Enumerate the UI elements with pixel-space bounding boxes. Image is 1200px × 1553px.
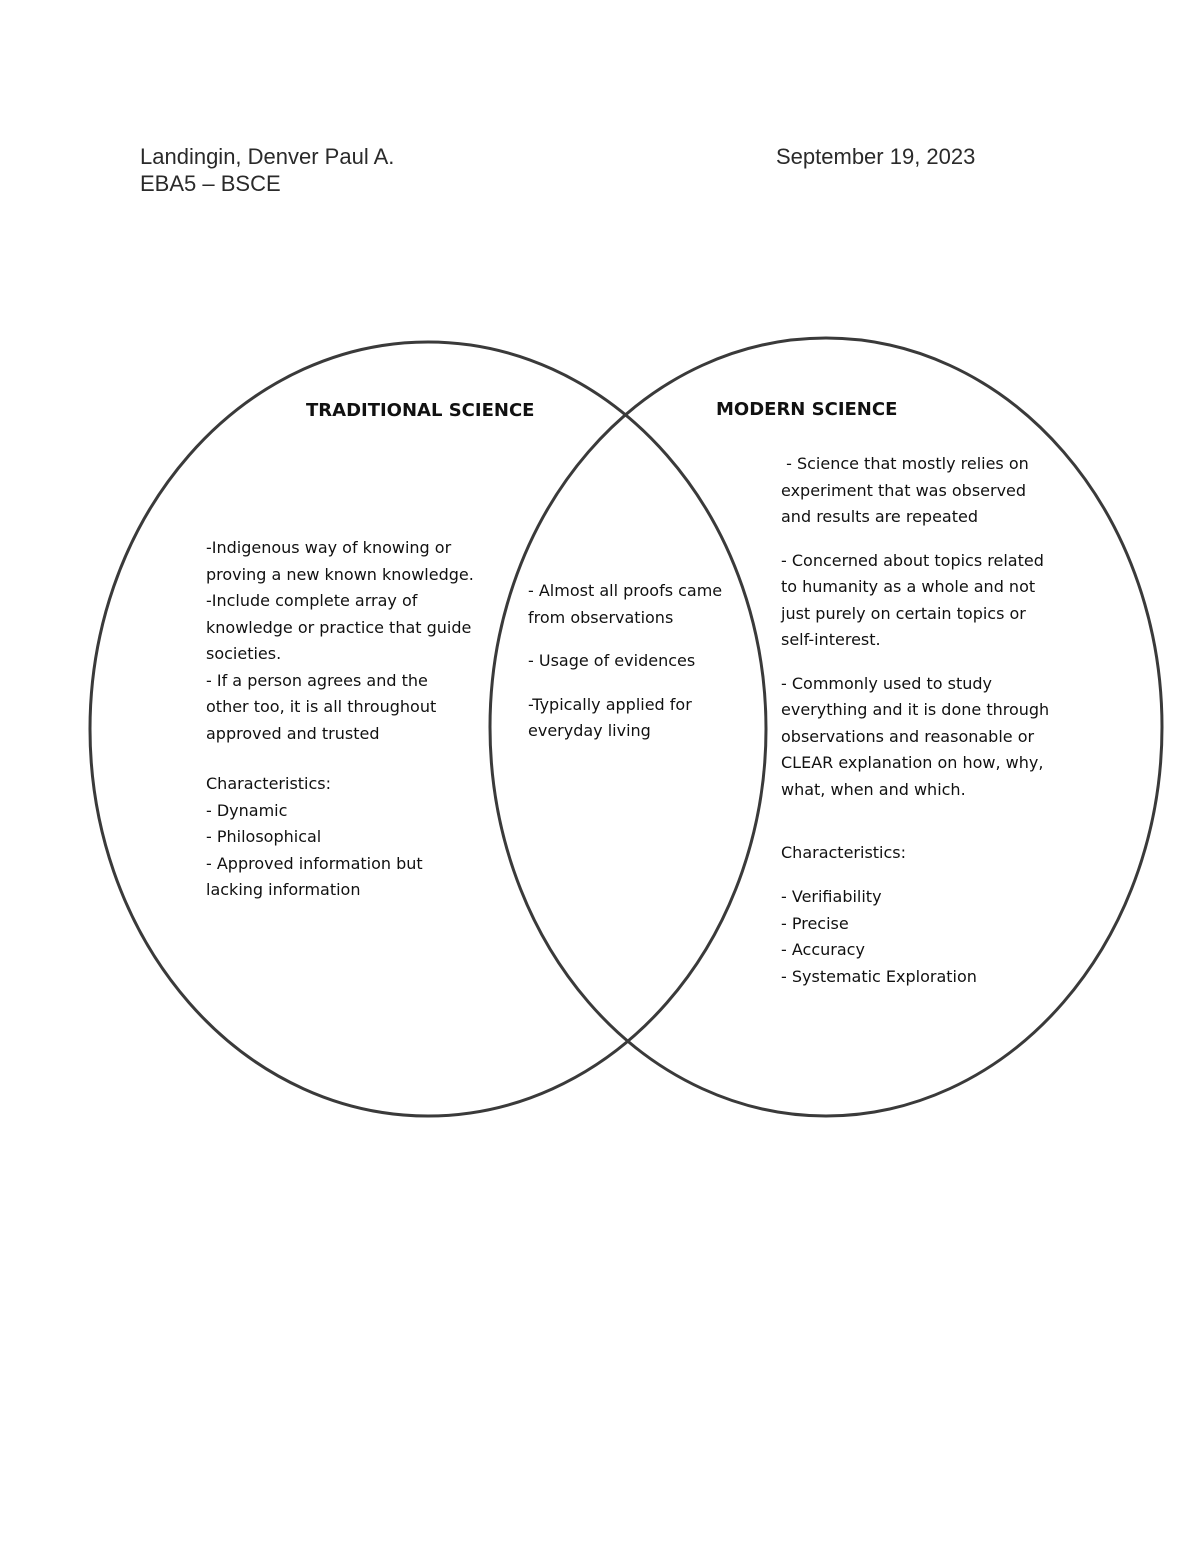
modern-item: [781, 548, 1049, 654]
traditional-characteristics-label: Characteristics:: [206, 774, 332, 793]
traditional-characteristic: - Philosophical: [206, 827, 322, 846]
traditional-characteristic: - Dynamic: [206, 800, 288, 820]
traditional-characteristics: [206, 771, 423, 904]
modern-line: everything and it is done through: [781, 700, 1050, 719]
traditional-line: approved and trusted: [206, 723, 380, 743]
modern-characteristic: - Precise: [781, 913, 849, 933]
traditional-line: -Include complete array of: [206, 591, 418, 610]
common-line: - Usage of evidences: [528, 651, 696, 670]
traditional-description: [206, 535, 474, 747]
modern-characteristics: [781, 884, 977, 990]
common-line: everyday living: [528, 721, 651, 740]
traditional-line: -Indigenous way of knowing or: [206, 538, 452, 557]
traditional-science-title: TRADITIONAL SCIENCE: [306, 400, 535, 421]
modern-science-title: MODERN SCIENCE: [716, 399, 898, 420]
modern-item: [781, 671, 1049, 804]
modern-characteristic: - Accuracy: [781, 940, 865, 959]
modern-line: what, when and which.: [781, 779, 966, 799]
modern-characteristics-label-text: Characteristics:: [781, 843, 907, 862]
traditional-line: other too, it is all throughout: [206, 697, 437, 716]
modern-description: [781, 451, 1049, 803]
common-item: [528, 692, 722, 745]
common-line: - Almost all proofs came: [528, 581, 723, 600]
traditional-line: proving a new known knowledge.: [206, 564, 474, 584]
common-line: from observations: [528, 607, 674, 627]
common-item: [528, 578, 722, 631]
traditional-line: knowledge or practice that guide: [206, 617, 472, 637]
modern-line: - Concerned about topics related: [781, 550, 1044, 570]
modern-characteristics-label: [781, 840, 906, 867]
modern-line: self-interest.: [781, 630, 881, 649]
common-line: -Typically applied for: [528, 694, 692, 714]
traditional-characteristic: lacking information: [206, 880, 361, 899]
modern-line: and results are repeated: [781, 507, 978, 526]
modern-line: just purely on certain topics or: [781, 603, 1026, 623]
traditional-line: societies.: [206, 644, 282, 663]
modern-line: CLEAR explanation on how, why,: [781, 753, 1044, 772]
course-section: EBA5 – BSCE: [140, 171, 281, 196]
traditional-characteristic: - Approved information but: [206, 853, 423, 873]
modern-characteristic: - Verifiability: [781, 887, 882, 906]
modern-line: experiment that was observed: [781, 480, 1027, 500]
common-description: [528, 578, 722, 745]
date: September 19, 2023: [776, 144, 976, 169]
modern-characteristic: - Systematic Exploration: [781, 966, 977, 986]
modern-line: to humanity as a whole and not: [781, 577, 1036, 596]
modern-line: - Commonly used to study: [781, 673, 993, 693]
common-item: [528, 648, 722, 675]
author-name: Landingin, Denver Paul A.: [140, 144, 395, 169]
traditional-line: - If a person agrees and the: [206, 670, 428, 690]
modern-line: - Science that mostly relies on: [781, 454, 1029, 473]
modern-line: observations and reasonable or: [781, 726, 1035, 746]
modern-item: [781, 451, 1049, 531]
